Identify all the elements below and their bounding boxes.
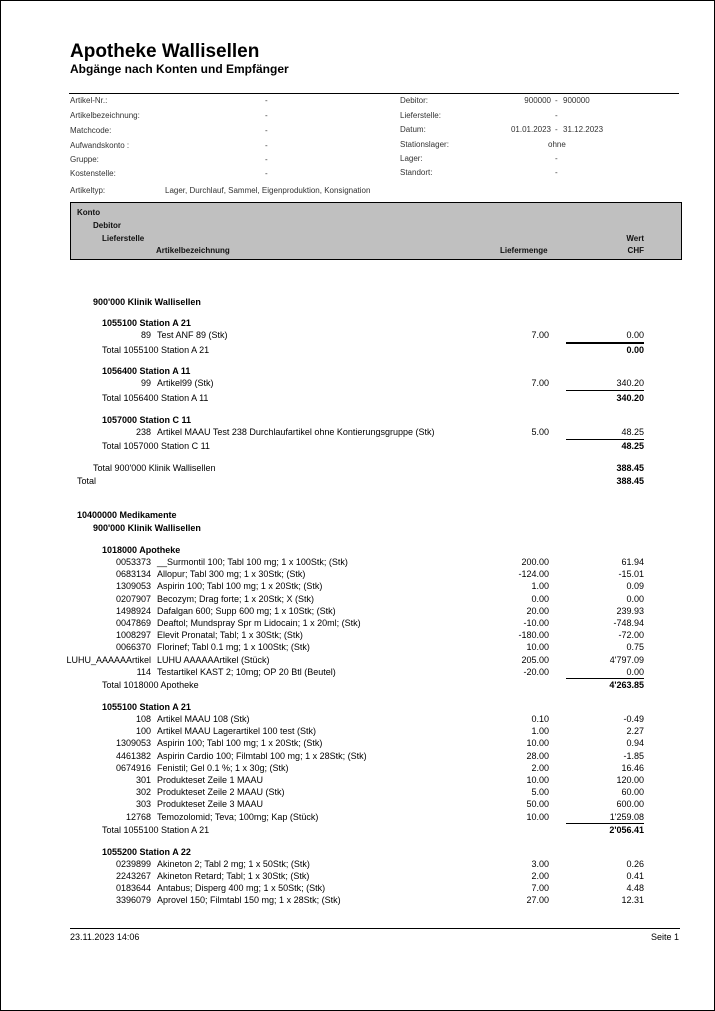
article-name: Artikel MAAU Test 238 Durchlaufartikel ohne Kontierungsgruppe (Stk) (157, 427, 435, 437)
total-rule (566, 678, 644, 679)
article-name: Artikel MAAU 108 (Stk) (157, 714, 250, 724)
article-qty: 5.00 (531, 787, 549, 797)
group-total-label: Total 1055100 Station A 21 (102, 345, 210, 355)
article-name: Florinef; Tabl 0.1 mg; 1 x 100Stk; (Stk) (157, 642, 310, 652)
filter-value: - (555, 168, 558, 177)
article-nr: 303 (135, 799, 151, 809)
article-qty: 27.00 (526, 895, 549, 905)
print-timestamp: 23.11.2023 14:06 (70, 932, 140, 942)
article-nr: 1008297 (115, 630, 151, 640)
article-value: 2.27 (626, 726, 644, 736)
artikeltyp-label: Artikeltyp: (70, 186, 106, 195)
column-debitor: Debitor (93, 221, 121, 230)
article-qty: 7.00 (531, 883, 549, 893)
article-name: Test ANF 89 (Stk) (157, 330, 228, 340)
article-value: 48.25 (621, 427, 644, 437)
filter-value: - (265, 169, 268, 178)
article-name: Produkteset Zeile 3 MAAU (157, 799, 264, 809)
article-value: 0.09 (626, 581, 644, 591)
article-nr: 114 (136, 667, 151, 677)
article-nr: 1309053 (115, 738, 151, 748)
group-total-value: 0.00 (626, 345, 644, 355)
article-nr: 301 (135, 775, 151, 785)
article-value: 61.94 (621, 557, 644, 567)
article-name: Artikel MAAU Lagerartikel 100 test (Stk) (157, 726, 317, 736)
article-nr: 0683134 (115, 569, 151, 579)
article-qty: 7.00 (531, 378, 549, 388)
filter-label: Aufwandskonto : (70, 141, 130, 150)
article-nr: LUHU_AAAAAArtikel (66, 655, 151, 665)
article-value: -15.01 (618, 569, 644, 579)
article-nr: 0183644 (115, 883, 151, 893)
footer-rule (70, 928, 680, 929)
filter-label: Lieferstelle: (400, 111, 441, 120)
article-nr: 100 (135, 726, 151, 736)
header-rule (69, 93, 679, 94)
column-currency: CHF (627, 246, 644, 255)
article-name: Testartikel KAST 2; 10mg; OP 20 Btl (Beutel) (157, 667, 336, 677)
article-qty: 2.00 (531, 763, 549, 773)
report-title: Apotheke Wallisellen (70, 41, 260, 62)
group-total-label: Total 1018000 Apotheke (102, 680, 199, 690)
article-value: 0.00 (626, 667, 644, 677)
article-name: Fenistil; Gel 0.1 %; 1 x 30g; (Stk) (157, 763, 289, 773)
group-total-label: Total 1055100 Station A 21 (102, 825, 210, 835)
filter-label: Artikelbezeichnung: (70, 111, 140, 120)
article-nr: 0053373 (115, 557, 151, 567)
article-name: Artikel99 (Stk) (157, 378, 214, 388)
article-value: 340.20 (616, 378, 644, 388)
article-qty: 10.00 (526, 738, 549, 748)
article-name: Akineton 2; Tabl 2 mg; 1 x 50Stk; (Stk) (157, 859, 310, 869)
article-value: 12.31 (621, 895, 644, 905)
article-name: Aspirin 100; Tabl 100 mg; 1 x 20Stk; (Stk) (157, 738, 323, 748)
total-rule (566, 439, 644, 440)
filter-sep: - (555, 96, 558, 105)
group-total-value: 2'056.41 (609, 825, 644, 835)
article-name: Produkteset Zeile 1 MAAU (157, 775, 264, 785)
filter-label: Matchcode: (70, 126, 112, 135)
article-name: Antabus; Disperg 400 mg; 1 x 50Stk; (Stk) (157, 883, 326, 893)
filter-value: - (265, 111, 268, 120)
article-nr: 12768 (125, 812, 151, 822)
article-nr: 0239899 (115, 859, 151, 869)
article-name: Aspirin 100; Tabl 100 mg; 1 x 20Stk; (Stk) (157, 581, 323, 591)
filter-sep: - (555, 125, 558, 134)
report-subtitle: Abgänge nach Konten und Empfänger (70, 62, 289, 76)
article-nr: 302 (135, 787, 151, 797)
article-qty: 10.00 (526, 642, 549, 652)
filter-from: 900000 (524, 96, 551, 105)
article-name: Temozolomid; Teva; 100mg; Kap (Stück) (157, 812, 319, 822)
article-nr: 0207907 (115, 594, 151, 604)
debitor-total-value: 388.45 (616, 463, 644, 473)
group-total-label: Total 1057000 Station C 11 (102, 441, 210, 451)
filter-label: Datum: (400, 125, 426, 134)
total-rule (566, 342, 644, 344)
article-value: 120.00 (616, 775, 644, 785)
article-nr: 238 (135, 427, 151, 437)
article-qty: -124.00 (518, 569, 549, 579)
article-value: 4.48 (626, 883, 644, 893)
group-heading: 1055100 Station A 21 (102, 702, 191, 712)
group-heading: 1055200 Station A 22 (102, 846, 191, 857)
filter-value: - (265, 126, 268, 135)
page-number: Seite 1 (650, 932, 679, 942)
article-nr: 3396079 (115, 895, 151, 905)
article-value: 600.00 (616, 799, 644, 809)
article-value: 0.00 (626, 330, 644, 340)
filter-value: - (265, 141, 268, 150)
column-wert: Wert (626, 234, 644, 243)
article-value: -1.85 (623, 751, 644, 761)
article-qty: 5.00 (531, 427, 549, 437)
debitor-heading: 900'000 Klinik Wallisellen (93, 523, 201, 533)
article-value: 0.26 (626, 859, 644, 869)
article-qty: 0.10 (531, 714, 549, 724)
group-total-value: 340.20 (616, 393, 644, 403)
article-nr: 0066370 (115, 642, 151, 652)
article-value: 0.41 (626, 871, 644, 881)
article-nr: 108 (135, 714, 151, 724)
filter-label: Artikel-Nr.: (70, 96, 108, 105)
filter-value: - (265, 155, 268, 164)
article-name: Dafalgan 600; Supp 600 mg; 1 x 10Stk; (Stk) (157, 606, 336, 616)
article-qty: 50.00 (526, 799, 549, 809)
group-heading: 1018000 Apotheke (102, 545, 181, 555)
article-qty: 7.00 (531, 330, 549, 340)
total-rule (566, 390, 644, 391)
filter-to: 900000 (563, 96, 590, 105)
group-heading: 1055100 Station A 21 (102, 318, 191, 328)
artikeltyp-value: Lager, Durchlauf, Sammel, Eigenproduktion, Konsignation (165, 186, 371, 195)
filter-label: Lager: (400, 154, 423, 163)
article-qty: 10.00 (526, 775, 549, 785)
group-heading: 1057000 Station C 11 (102, 415, 192, 425)
debitor-total-label: Total 900'000 Klinik Wallisellen (93, 463, 216, 473)
grand-total-label: Total (77, 476, 97, 486)
article-value: 0.00 (626, 594, 644, 604)
article-nr: 2243267 (115, 871, 151, 881)
article-nr: 0674916 (115, 763, 151, 773)
article-qty: 2.00 (531, 871, 549, 881)
article-value: 4'797.09 (609, 655, 644, 665)
article-qty: 1.00 (531, 726, 549, 736)
article-qty: 205.00 (521, 655, 549, 665)
article-value: -72.00 (618, 630, 644, 640)
filter-value: - (555, 111, 558, 120)
filter-label: Gruppe: (70, 155, 99, 164)
article-qty: 0.00 (531, 594, 549, 604)
filter-to: 31.12.2023 (563, 125, 604, 134)
article-value: -0.49 (623, 714, 644, 724)
filter-label: Standort: (400, 168, 433, 177)
article-name: __Surmontil 100; Tabl 100 mg; 1 x 100Stk; (Stk) (157, 557, 348, 567)
article-name: Produkteset Zeile 2 MAAU (Stk) (157, 787, 285, 797)
total-rule (566, 823, 644, 824)
article-value: 239.93 (616, 606, 644, 616)
article-name: Aspirin Cardio 100; Filmtabl 100 mg; 1 x 28Stk; (Stk) (157, 751, 367, 761)
article-nr: 1309053 (115, 581, 151, 591)
filter-value: - (265, 96, 268, 105)
article-value: 60.00 (621, 787, 644, 797)
article-qty: -20.00 (523, 667, 549, 677)
konto-heading: 10400000 Medikamente (77, 510, 177, 520)
article-value: -748.94 (613, 618, 644, 628)
article-name: Becozym; Drag forte; 1 x 20Stk; X (Stk) (157, 594, 315, 604)
group-total-label: Total 1056400 Station A 11 (102, 393, 209, 403)
article-nr: 1498924 (115, 606, 151, 616)
filter-from: 01.01.2023 (510, 125, 551, 134)
group-total-value: 4'263.85 (609, 680, 644, 690)
article-qty: 28.00 (526, 751, 549, 761)
article-qty: 200.00 (521, 557, 549, 567)
article-value: 0.94 (626, 738, 644, 748)
filter-value: ohne (548, 140, 566, 149)
article-nr: 89 (140, 330, 151, 340)
article-name: Elevit Pronatal; Tabl; 1 x 30Stk; (Stk) (157, 630, 303, 640)
filter-label: Kostenstelle: (70, 169, 116, 178)
filter-value: - (555, 154, 558, 163)
article-name: Akineton Retard; Tabl; 1 x 30Stk; (Stk) (157, 871, 310, 881)
article-name: LUHU AAAAAArtikel (Stück) (157, 655, 270, 665)
column-artikelbezeichnung: Artikelbezeichnung (156, 246, 230, 255)
article-qty: -10.00 (523, 618, 549, 628)
grand-total-value: 388.45 (616, 476, 644, 486)
column-liefermenge: Liefermenge (500, 246, 548, 255)
article-value: 0.75 (626, 642, 644, 652)
article-nr: 99 (140, 378, 151, 388)
filter-label: Debitor: (400, 96, 429, 105)
column-lieferstelle: Lieferstelle (102, 234, 145, 243)
debitor-heading: 900'000 Klinik Wallisellen (93, 297, 201, 307)
column-konto: Konto (77, 208, 101, 217)
article-name: Aprovel 150; Filmtabl 150 mg; 1 x 28Stk; (Stk) (157, 895, 341, 905)
group-heading: 1056400 Station A 11 (102, 366, 191, 376)
article-nr: 0047869 (115, 618, 151, 628)
article-qty: 1.00 (531, 581, 549, 591)
article-qty: 10.00 (526, 812, 549, 822)
article-qty: -180.00 (518, 630, 549, 640)
article-qty: 20.00 (526, 606, 549, 616)
article-qty: 3.00 (531, 859, 549, 869)
article-name: Deaftol; Mundspray Spr m Lidocain; 1 x 20ml; (Stk) (157, 618, 361, 628)
filter-label: Stationslager: (400, 140, 449, 149)
article-nr: 4461382 (115, 751, 151, 761)
article-value: 1'259.08 (609, 812, 644, 822)
article-value: 16.46 (621, 763, 644, 773)
group-total-value: 48.25 (621, 441, 644, 451)
article-name: Allopur; Tabl 300 mg; 1 x 30Stk; (Stk) (157, 569, 306, 579)
